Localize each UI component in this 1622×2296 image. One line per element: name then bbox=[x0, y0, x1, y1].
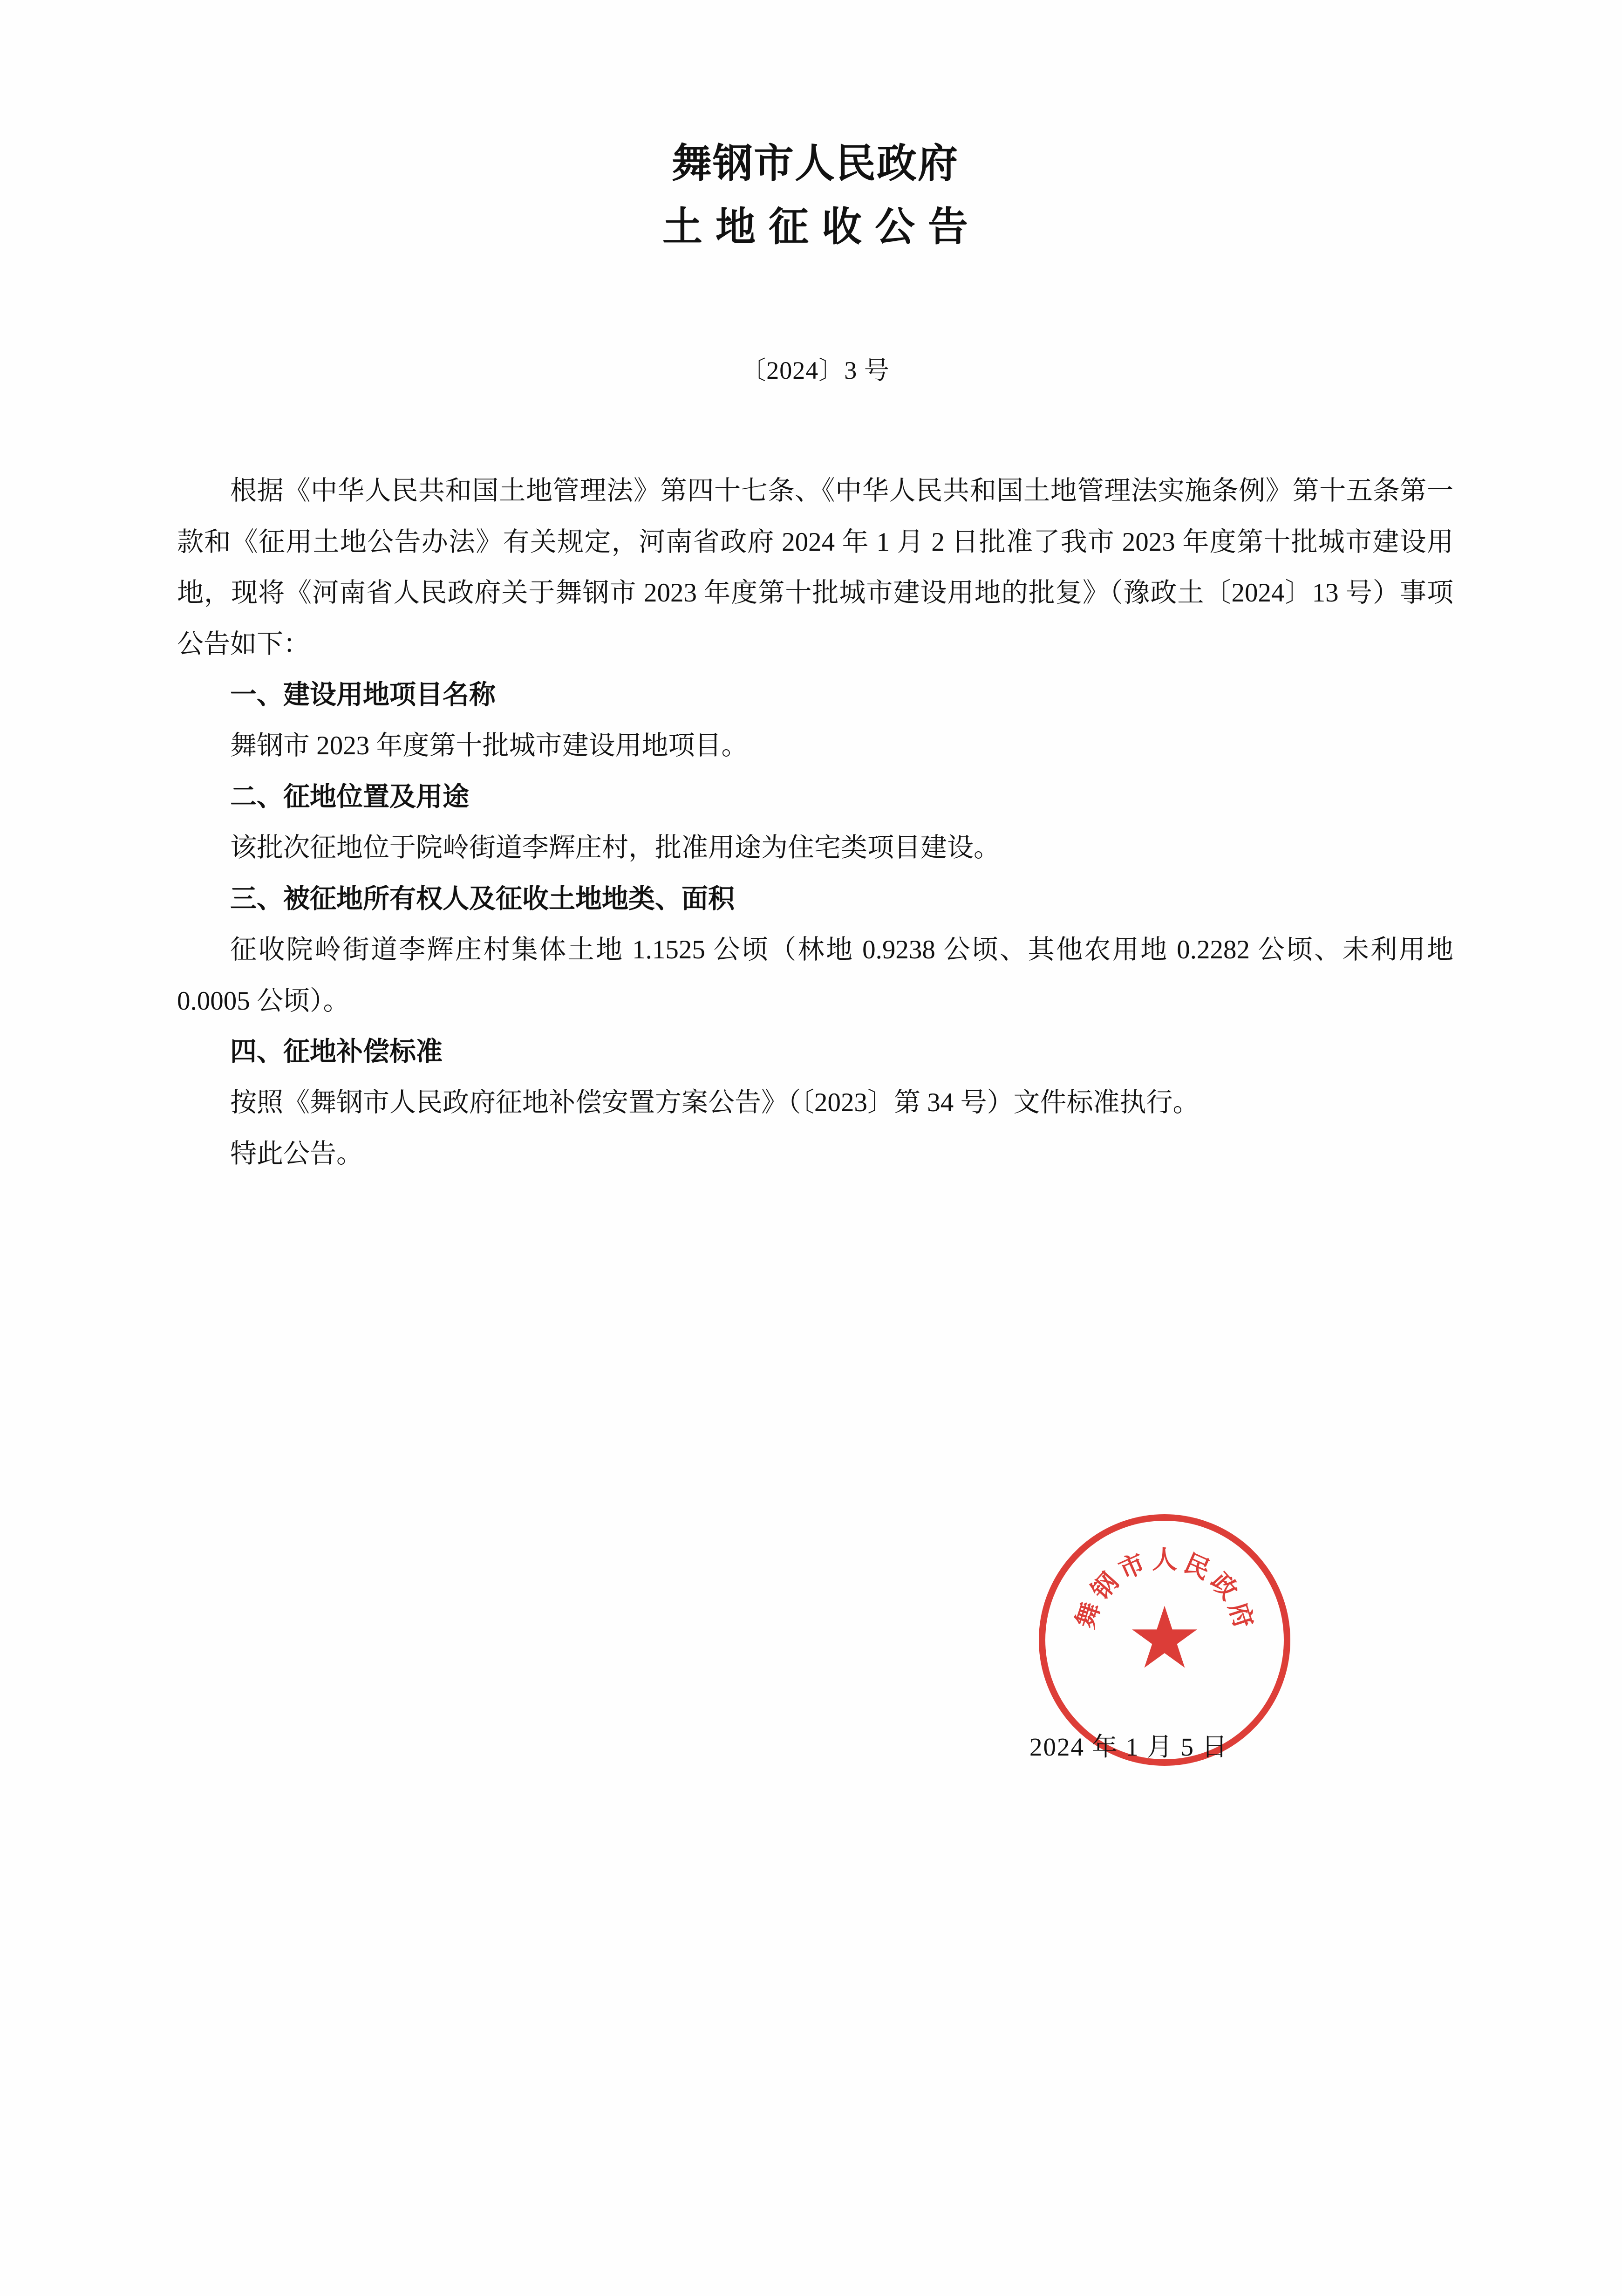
document-date: 2024 年 1 月 5 日 bbox=[1029, 1733, 1228, 1761]
document-content bbox=[177, 140, 1453, 1179]
section-paragraph-4-2: 特此公告。 bbox=[230, 1139, 363, 1168]
section-paragraph-2-1: 该批次征地位于院岭街道李辉庄村，批准用途为住宅类项目建设。 bbox=[230, 833, 1000, 863]
seal-inner bbox=[1045, 1521, 1284, 1759]
page-title: 舞钢市人民政府 bbox=[672, 141, 959, 186]
signature-block bbox=[177, 1546, 1453, 1794]
seal-arc-text: 舞 钢 市 人 民 政 府 bbox=[1071, 1546, 1258, 1632]
section-heading-4: 四、征地补偿标准 bbox=[230, 1037, 443, 1066]
document-subtitle: 土地征收公告 bbox=[662, 205, 981, 250]
section-heading-2: 二、征地位置及用途 bbox=[230, 782, 469, 812]
intro-paragraph: 根据《中华人民共和国土地管理法》第四十七条、《中华人民共和国土地管理法实施条例》第十五条第一款和《征用土地公告办法》有关规定，河南省政府 2024 年 1 月 2 日批准了我市 2023 年度第十批城市建设用地，现将《河南省人民政府关于舞钢市 2023 年度第十批城市建设用地的批复》（豫政土〔2024〕13 号）事项公告如下： bbox=[177, 476, 1453, 659]
section-paragraph-1-1: 舞钢市 2023 年度第十批城市建设用地项目。 bbox=[230, 731, 748, 761]
section-heading-1: 一、建设用地项目名称 bbox=[230, 680, 496, 710]
section-heading-3: 三、被征地所有权人及征收土地地类、面积 bbox=[230, 884, 735, 914]
document-number: 〔2024〕3 号 bbox=[741, 356, 890, 385]
section-paragraph-4-1: 按照《舞钢市人民政府征地补偿安置方案公告》（〔2023〕第 34 号）文件标准执行。 bbox=[230, 1088, 1199, 1118]
section-paragraph-3-1: 征收院岭街道李辉庄村集体土地 1.1525 公顷（林地 0.9238 公顷、其他农用地 0.2282 公顷、未利用地 0.0005 公顷）。 bbox=[177, 935, 1453, 1016]
seal-star-icon: ★ bbox=[1129, 1601, 1200, 1679]
